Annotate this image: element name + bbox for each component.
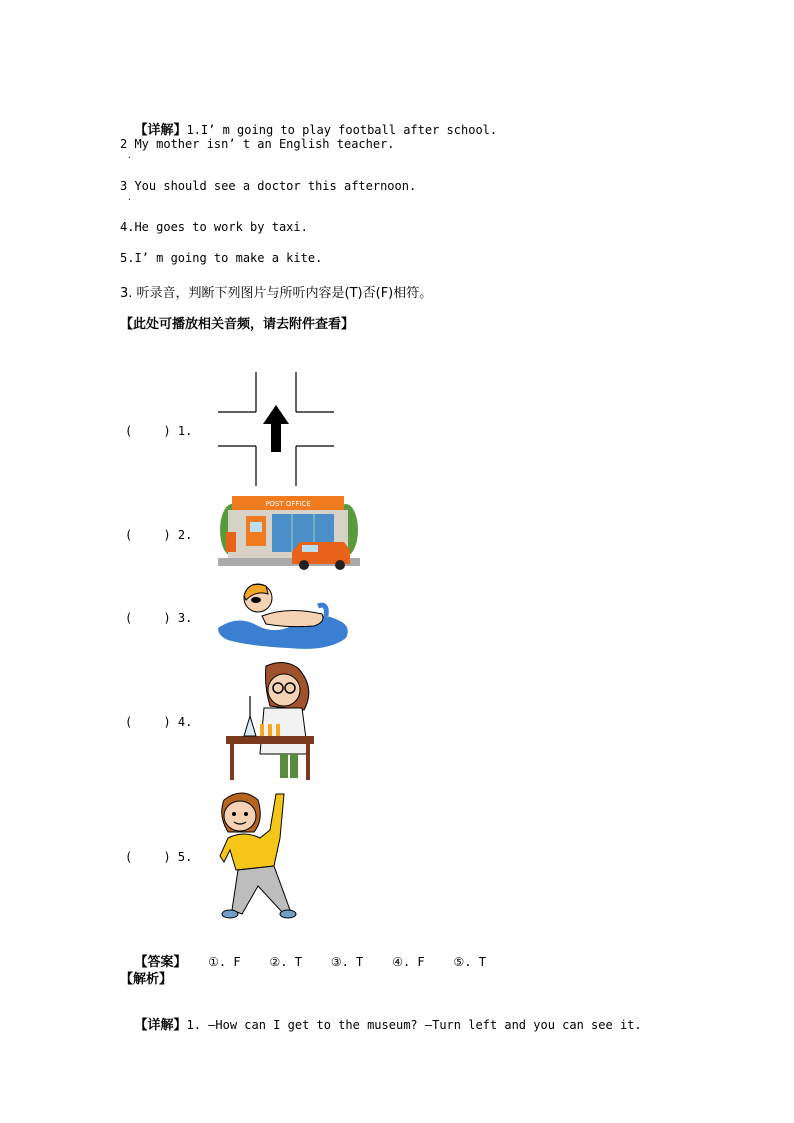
details2-text: 1. —How can I get to the museum? —Turn left and you can see it. bbox=[186, 1018, 642, 1032]
swimmer-picture bbox=[218, 576, 352, 654]
answer-label: 【答案】 bbox=[134, 955, 187, 970]
item-4-label: ( ) 4. bbox=[125, 715, 193, 729]
straight-arrow-icon bbox=[263, 405, 289, 452]
details-line-2: 2 My mother isn’ t an English teacher. bbox=[120, 137, 395, 151]
item-5-label: ( ) 5. bbox=[125, 850, 193, 864]
stray-dot: · bbox=[127, 195, 132, 204]
answer-5: ⑤. T bbox=[453, 955, 486, 969]
answer-4: ④. F bbox=[392, 955, 425, 969]
answer-1: ①. F bbox=[208, 955, 241, 969]
item-1-label: ( ) 1. bbox=[125, 424, 193, 438]
details-line-4: 4.He goes to work by taxi. bbox=[120, 220, 308, 234]
details-text-1: 1.I’ m going to play football after school. bbox=[186, 123, 498, 137]
item-2-label: ( ) 2. bbox=[125, 528, 193, 542]
details-line-5: 5.I’ m going to make a kite. bbox=[120, 251, 323, 265]
audio-note: 【此处可播放相关音频，请去附件查看】 bbox=[120, 317, 355, 332]
details2-line bbox=[120, 1000, 642, 1033]
answer-2: ②. T bbox=[269, 955, 302, 969]
crossroads-picture bbox=[218, 372, 334, 486]
girl-exercising-picture bbox=[214, 786, 300, 924]
details2-label: 【详解】 bbox=[134, 1018, 187, 1033]
details-line-3: 3 You should see a doctor this afternoon. bbox=[120, 179, 417, 193]
answer-3: ③. T bbox=[330, 955, 364, 969]
stray-dot: · bbox=[127, 153, 132, 162]
answer-line bbox=[120, 937, 486, 970]
analysis-label: 【解析】 bbox=[120, 972, 173, 987]
scientist-picture bbox=[224, 658, 316, 782]
section3-instruction: 3. 听录音，判断下列图片与所听内容是(T)否(F)相符。 bbox=[120, 286, 433, 301]
details-label: 【详解】 bbox=[134, 123, 187, 138]
post-office-picture bbox=[218, 492, 360, 572]
post-office-sign: POST OFFICE bbox=[265, 500, 311, 508]
details-line-1 bbox=[120, 105, 497, 138]
item-3-label: ( ) 3. bbox=[125, 611, 193, 625]
